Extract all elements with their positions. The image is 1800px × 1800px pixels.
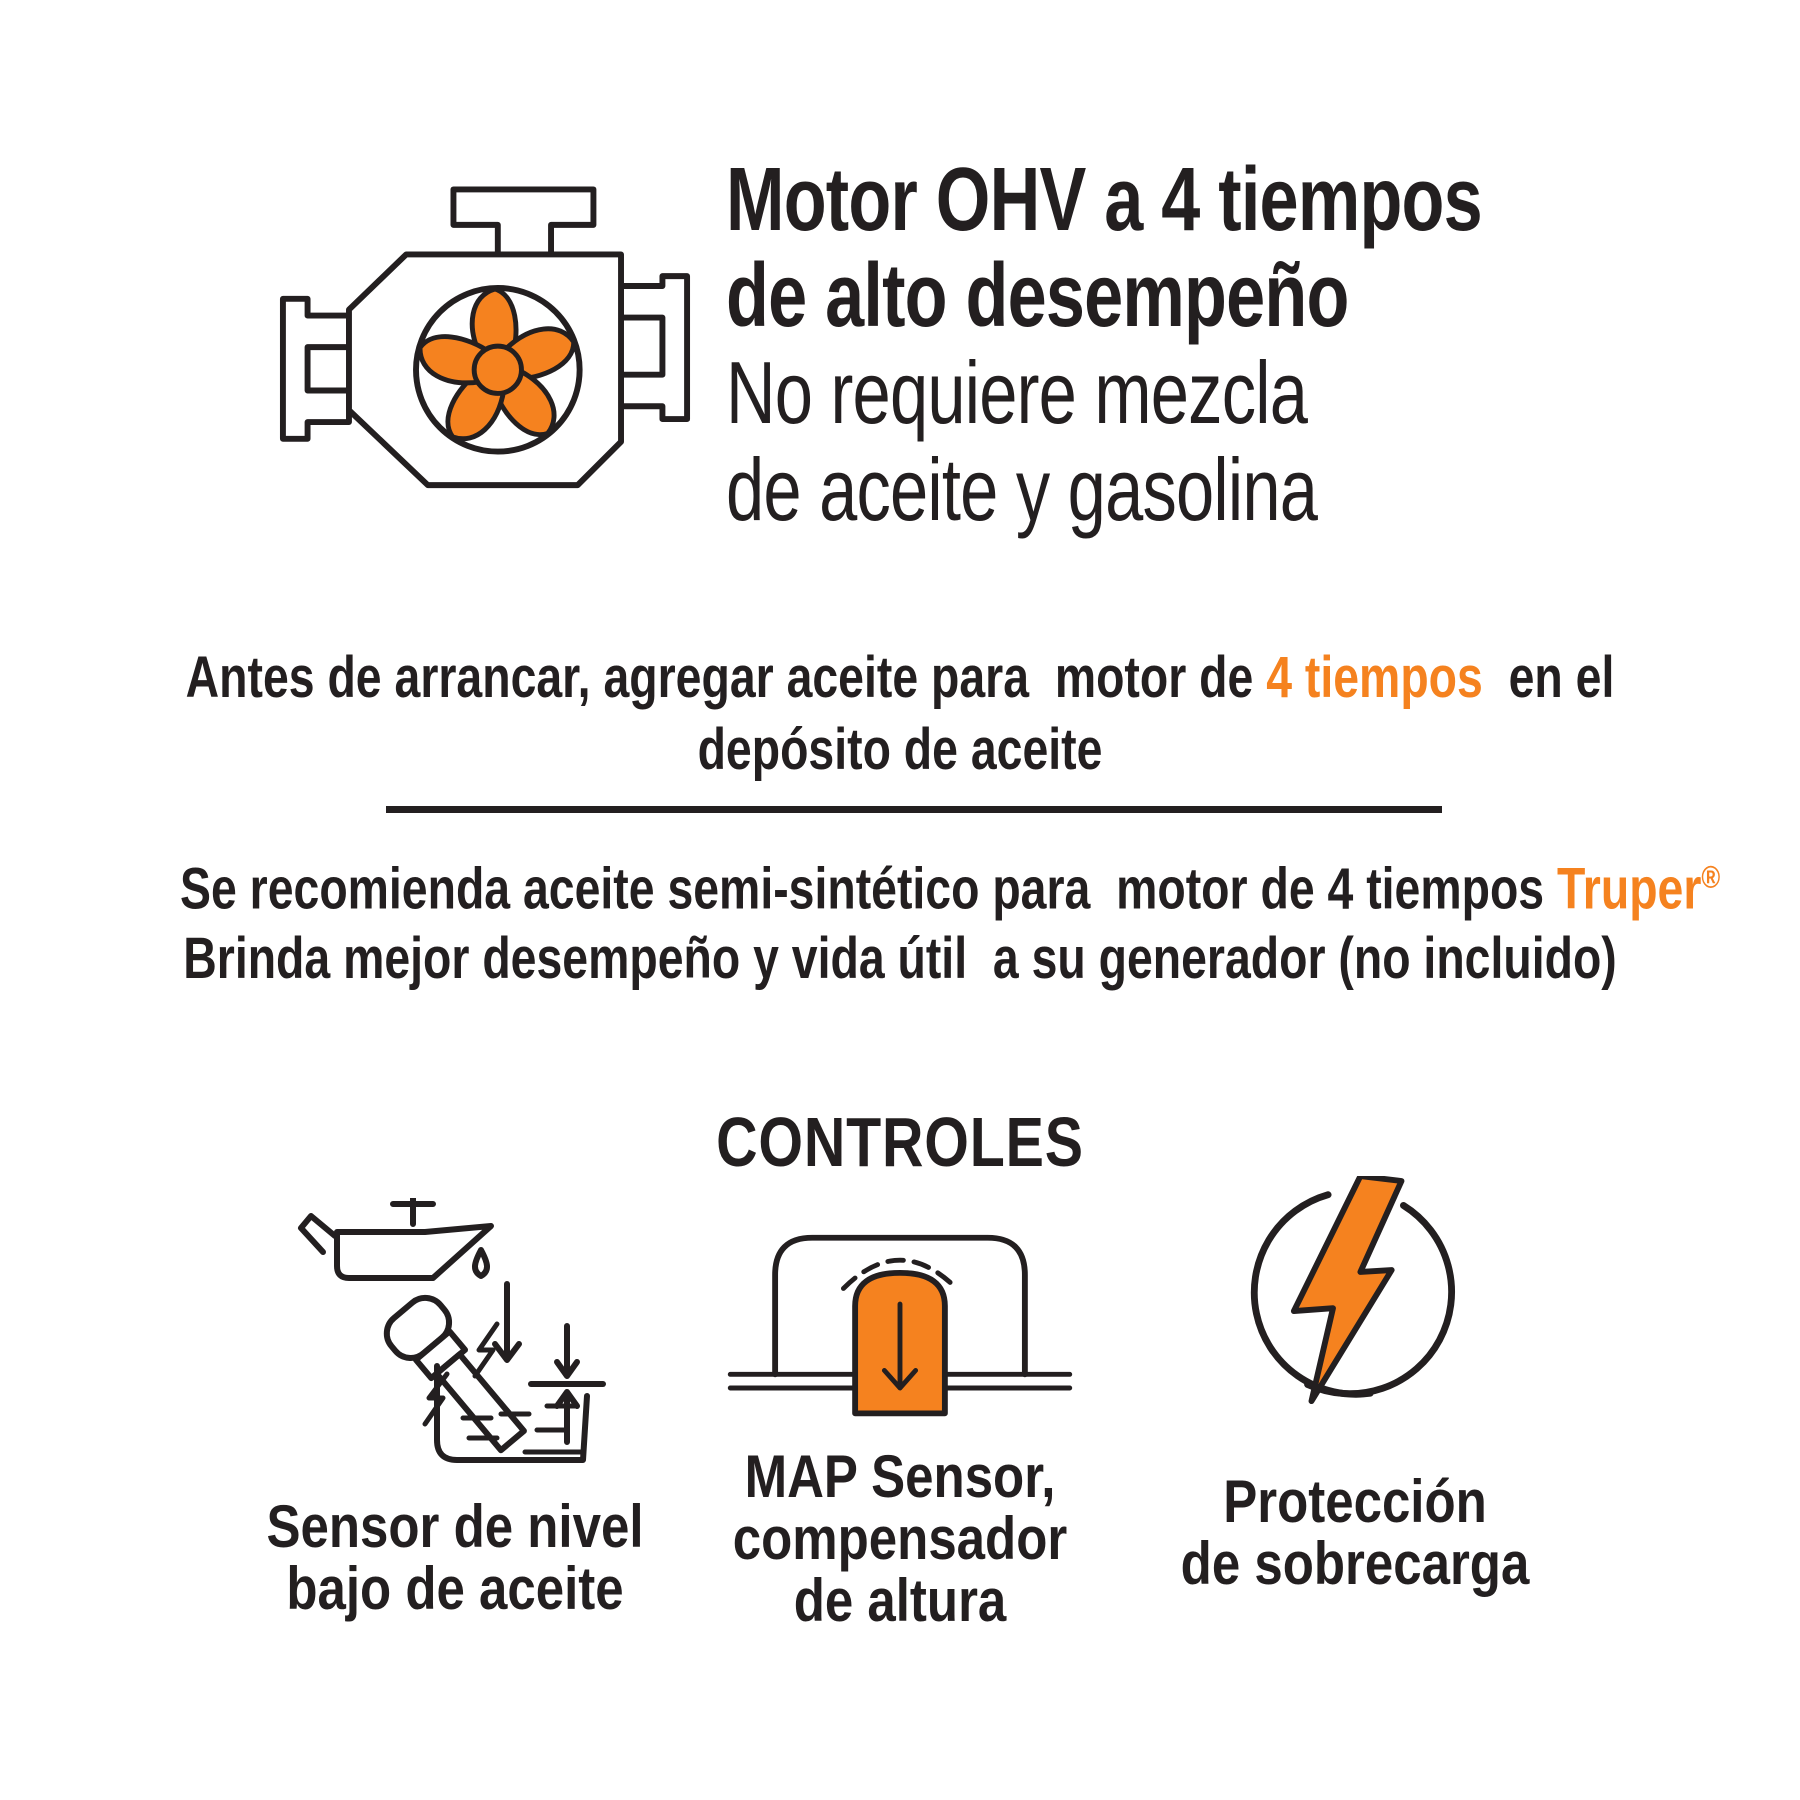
- subtitle-line-1: No requiere mezcla: [726, 343, 1308, 442]
- recommendation-line-1: [180, 842, 1721, 924]
- oil-sensor-label-line-1: Sensor de nivel: [266, 1493, 644, 1560]
- oil-note-line-1: [180, 642, 1620, 714]
- registered-mark: ®: [1701, 859, 1721, 895]
- map-sensor-label: [713, 1443, 1087, 1634]
- controls-heading: CONTROLES: [716, 1103, 1084, 1181]
- headline-block: [726, 152, 1482, 538]
- overload-protection-label: [1168, 1468, 1542, 1597]
- oil-sensor-label: [260, 1493, 651, 1622]
- map-sensor-label-line-1: MAP Sensor,: [744, 1443, 1056, 1510]
- overload-label-line-1: Protección: [1223, 1468, 1487, 1535]
- oil-note-line-2: depósito de aceite: [697, 717, 1103, 782]
- overload-label-line-2: de sobrecarga: [1180, 1530, 1530, 1597]
- map-sensor-label-line-3: de altura: [793, 1567, 1007, 1634]
- recommendation-line-2: Brinda mejor desempeño y vida útil a su generador (no incluido): [183, 926, 1617, 992]
- map-sensor-icon: [724, 1228, 1076, 1428]
- engine-4-stroke-icon: [278, 148, 692, 493]
- oil-note-highlight: 4 tiempos: [1266, 645, 1483, 710]
- oil-sensor-label-line-2: bajo de aceite: [286, 1555, 624, 1622]
- truper-brand: Truper: [1557, 856, 1702, 922]
- oil-note-suffix: en el: [1482, 645, 1615, 710]
- oil-note-prefix: Antes de arrancar, agregar aceite para motor de: [185, 645, 1267, 710]
- recommendation-paragraph: [180, 842, 1721, 994]
- map-sensor-label-line-2: compensador: [732, 1505, 1068, 1572]
- title-line-1: Motor OHV a 4 tiempos: [726, 150, 1482, 250]
- control-item-overload-protection: [1135, 1176, 1575, 1595]
- divider-rule: [386, 806, 1442, 813]
- control-item-map-sensor: [680, 1228, 1120, 1632]
- recommendation-prefix: Se recomienda aceite semi-sintético para motor de 4 tiempos: [180, 856, 1558, 922]
- oil-level-sensor-icon: [285, 1198, 625, 1488]
- title-line-2: de alto desempeño: [726, 246, 1349, 346]
- subtitle-line-2: de aceite y gasolina: [726, 440, 1318, 539]
- control-item-oil-sensor: [225, 1198, 685, 1620]
- overload-protection-icon: [1243, 1176, 1468, 1411]
- oil-note-paragraph: [180, 642, 1620, 786]
- lightning-bolt: [1293, 1176, 1401, 1401]
